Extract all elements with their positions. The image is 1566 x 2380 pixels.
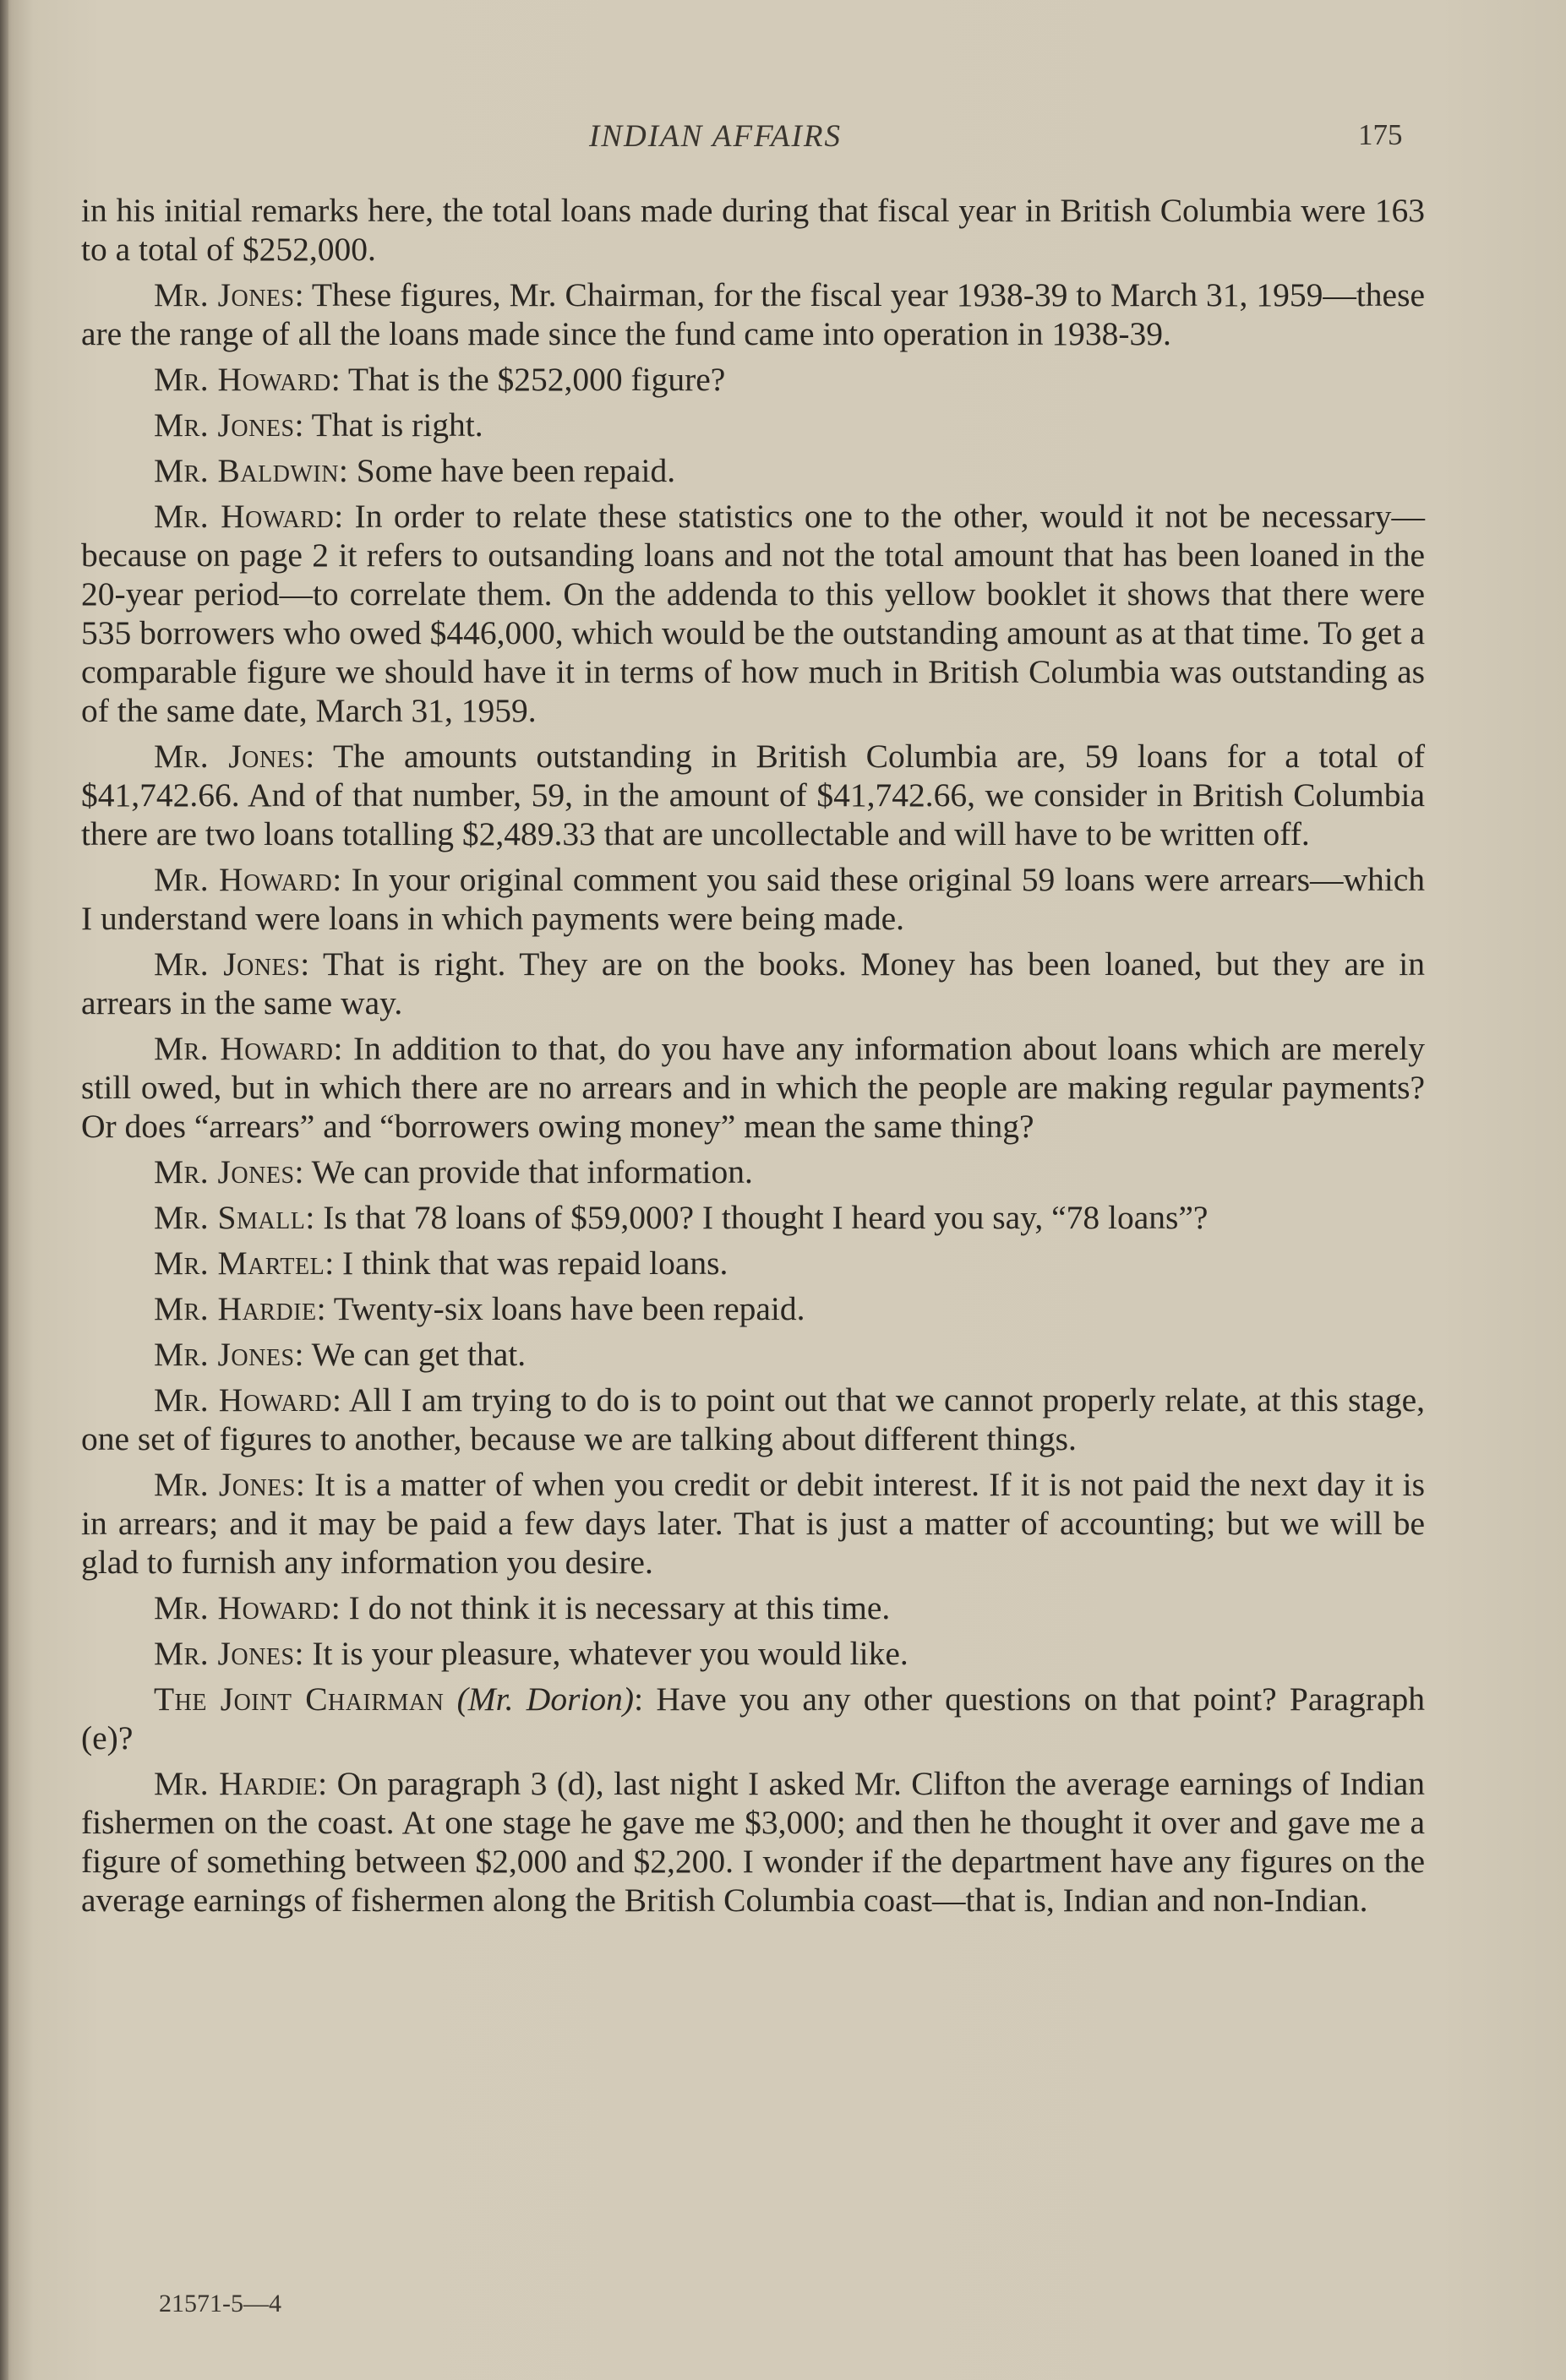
- paragraph-text: : We can get that.: [294, 1336, 527, 1373]
- paragraph: [81, 1465, 1425, 1582]
- speaker-name: Mr. Jones: [154, 406, 295, 444]
- speaker-note: (Mr. Dorion): [456, 1680, 635, 1718]
- paragraph-text: : It is a matter of when you credit or debit interest. If it is not paid the next day it is in arrears; and it may be paid a few days later. That is just a matter of accounting; but we will be glad to furnish any information you desire.: [81, 1466, 1425, 1581]
- paragraph-text: : On paragraph 3 (d), last night I asked Mr. Clifton the average earnings of Indian fishermen on the coast. At one stage he gave me $3,000; and then he thought it over and gave me a figure of something between $2,000 and $2,200. I wonder if the department have any figures on the average earnings of fishermen along the British Columbia coast—that is, Indian and non-Indian.: [81, 1765, 1425, 1919]
- paragraph-text: : All I am trying to do is to point out that we cannot properly relate, at this stage, one set of figures to another, because we are talking about different things.: [81, 1381, 1425, 1457]
- paragraph: [81, 1244, 1425, 1283]
- speaker-name: Mr. Jones: [154, 276, 295, 313]
- paragraph-text: : Have you any other questions on that point? Paragraph (e)?: [81, 1680, 1425, 1756]
- speaker-name: Mr. Jones: [154, 1336, 295, 1373]
- speaker-name: Mr. Howard: [154, 1381, 332, 1419]
- speaker-name: Mr. Jones: [154, 1466, 296, 1503]
- paragraph: [81, 1680, 1425, 1757]
- paragraph: [81, 1634, 1425, 1673]
- paragraph-text: : These figures, Mr. Chairman, for the fiscal year 1938-39 to March 31, 1959—these are the range of all the loans made since the fund came into operation in 1938-39.: [81, 276, 1425, 352]
- running-head: INDIAN AFFAIRS: [589, 119, 842, 154]
- page-header: [0, 118, 1566, 161]
- speaker-name: Mr. Jones: [154, 945, 301, 983]
- paragraph-text: : In your original comment you said these original 59 loans were arrears—which I understand were loans in which payments were being made.: [81, 861, 1425, 937]
- paragraph: [81, 275, 1425, 353]
- paragraph: [81, 1198, 1425, 1237]
- speaker-name: Mr. Jones: [154, 1635, 295, 1672]
- speaker-name: Mr. Hardie: [154, 1290, 317, 1327]
- paragraph-text: : That is right. They are on the books. Money has been loaned, but they are in arrears in the same way.: [81, 945, 1425, 1021]
- paragraph: [81, 360, 1425, 399]
- speaker-name: Mr. Howard: [154, 498, 335, 535]
- paragraph-text: in his initial remarks here, the total loans made during that fiscal year in British Columbia were 163 to a total of $252,000.: [81, 192, 1425, 268]
- speaker-name: The Joint Chairman: [154, 1680, 445, 1718]
- paragraph: [81, 737, 1425, 853]
- paragraph: [81, 1764, 1425, 1920]
- paragraph-text: : In addition to that, do you have any information about loans which are merely still owed, but in which there are no arrears and in which the people are making regular payments? Or does “arrears” and “borrowers owing money” mean the same thing?: [81, 1030, 1425, 1145]
- speaker-name: Mr. Small: [154, 1199, 306, 1236]
- paragraph: [81, 860, 1425, 938]
- page-number: 175: [1358, 118, 1403, 151]
- paragraph: [81, 406, 1425, 444]
- speaker-name: Mr. Howard: [154, 1589, 331, 1626]
- print-code: 21571-5—4: [159, 2290, 281, 2317]
- paragraph-text: : That is right.: [294, 406, 483, 444]
- paragraph: [81, 1381, 1425, 1458]
- paragraph-text: : Some have been repaid.: [338, 452, 676, 489]
- paragraph: [81, 1289, 1425, 1328]
- paragraph-text: : Is that 78 loans of $59,000? I thought I heard you say, “78 loans”?: [305, 1199, 1209, 1236]
- paragraph-text: : In order to relate these statistics one to the other, would it not be necessary—because on page 2 it refers to outsanding loans and not the total amount that has been loaned in the 20-year period—to correlate them. On the addenda to this yellow booklet it shows that there were 535 borrowers who owed $446,000, which would be the outstanding amount as at that time. To get a comparable figure we should have it in terms of how much in British Columbia was outstanding as of the same date, March 31, 1959.: [81, 498, 1425, 729]
- paragraph: [81, 1335, 1425, 1374]
- speaker-name: Mr. Martel: [154, 1244, 325, 1282]
- paragraph-text: : It is your pleasure, whatever you would like.: [294, 1635, 908, 1672]
- paragraph-text: : The amounts outstanding in British Columbia are, 59 loans for a total of $41,742.66. And of that number, 59, in the amount of $41,742.66, we consider in British Columbia there are two loans totalling $2,489.33 that are uncollectable and will have to be written off.: [81, 738, 1425, 852]
- paragraph-text: : We can provide that information.: [294, 1153, 753, 1190]
- paragraph: [81, 945, 1425, 1022]
- speaker-name: Mr. Jones: [154, 1153, 295, 1190]
- paragraph-text: : I do not think it is necessary at this time.: [330, 1589, 891, 1626]
- speaker-name: Mr. Hardie: [154, 1765, 319, 1802]
- speaker-name: Mr. Howard: [154, 361, 331, 398]
- speaker-name: Mr. Howard: [154, 861, 333, 898]
- speaker-name: Mr. Howard: [154, 1030, 334, 1067]
- speaker-name: Mr. Jones: [154, 738, 306, 775]
- paragraph: [81, 497, 1425, 730]
- document-body: [81, 191, 1425, 1926]
- speaker-name: Mr. Baldwin: [154, 452, 339, 489]
- paragraph-text: : I think that was repaid loans.: [325, 1244, 728, 1282]
- paragraph: [81, 1152, 1425, 1191]
- paragraph: [81, 1588, 1425, 1627]
- paragraph: [81, 191, 1425, 269]
- paragraph-text: : Twenty-six loans have been repaid.: [316, 1290, 805, 1327]
- paragraph: [81, 1029, 1425, 1146]
- paragraph-text: : That is the $252,000 figure?: [330, 361, 726, 398]
- paragraph: [81, 451, 1425, 490]
